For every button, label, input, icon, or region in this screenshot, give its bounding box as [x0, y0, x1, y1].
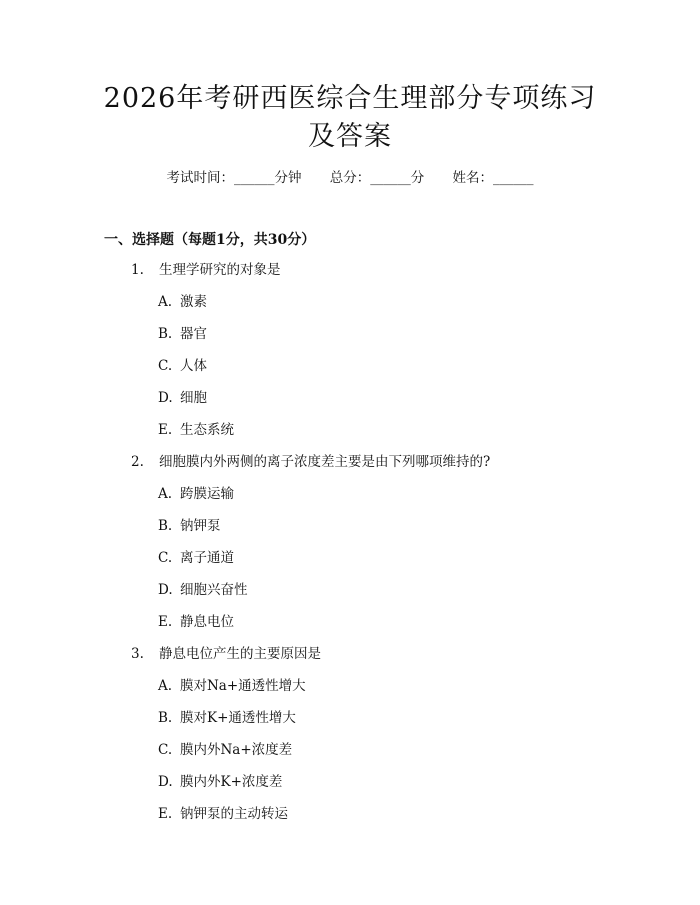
total-score-field: 总分：______分	[329, 170, 425, 186]
exam-meta	[0, 168, 700, 188]
option-text: 激素	[180, 294, 207, 310]
exam-time-field: 考试时间：______分钟	[166, 170, 302, 186]
question-text: 生理学研究的对象是	[159, 262, 281, 278]
option-text: 细胞兴奋性	[180, 582, 248, 598]
option-letter: E.	[158, 422, 173, 438]
option-text: 膜内外Na+浓度差	[180, 742, 293, 758]
option-text: 膜对Na+通透性增大	[180, 678, 306, 694]
option-text: 静息电位	[180, 614, 234, 630]
section-heading: 一、选择题（每题1分，共30分）	[104, 232, 316, 248]
option-letter: E.	[158, 806, 173, 822]
option-text: 细胞	[180, 390, 207, 406]
option-letter: C.	[158, 550, 173, 566]
option-letter: A.	[158, 678, 173, 694]
option-letter: D.	[158, 774, 173, 790]
option-letter: D.	[158, 390, 173, 406]
option-letter: C.	[158, 358, 173, 374]
option-letter: B.	[158, 326, 173, 342]
option-text: 人体	[180, 358, 207, 374]
option-text: 生态系统	[180, 422, 234, 438]
question-number: 1.	[131, 262, 144, 278]
question-text: 静息电位产生的主要原因是	[159, 646, 321, 662]
option-letter: A.	[158, 294, 173, 310]
page-title: 2026年考研西医综合生理部分专项练习及答案	[103, 83, 597, 152]
option-letter: B.	[158, 518, 173, 534]
option-letter: C.	[158, 742, 173, 758]
option-letter: B.	[158, 710, 173, 726]
option-text: 离子通道	[180, 550, 234, 566]
question-text: 细胞膜内外两侧的离子浓度差主要是由下列哪项维持的?	[159, 454, 491, 470]
question-number: 3.	[131, 646, 144, 662]
option-text: 膜对K+通透性增大	[180, 710, 296, 726]
option-letter: E.	[158, 614, 173, 630]
option-letter: D.	[158, 582, 173, 598]
option-text: 钠钾泵	[180, 518, 221, 534]
option-text: 钠钾泵的主动转运	[180, 806, 288, 822]
option-text: 跨膜运输	[180, 486, 234, 502]
question-number: 2.	[131, 454, 144, 470]
option-letter: A.	[158, 486, 173, 502]
option-text: 器官	[180, 326, 207, 342]
name-field: 姓名：______	[452, 170, 534, 186]
option-text: 膜内外K+浓度差	[180, 774, 283, 790]
